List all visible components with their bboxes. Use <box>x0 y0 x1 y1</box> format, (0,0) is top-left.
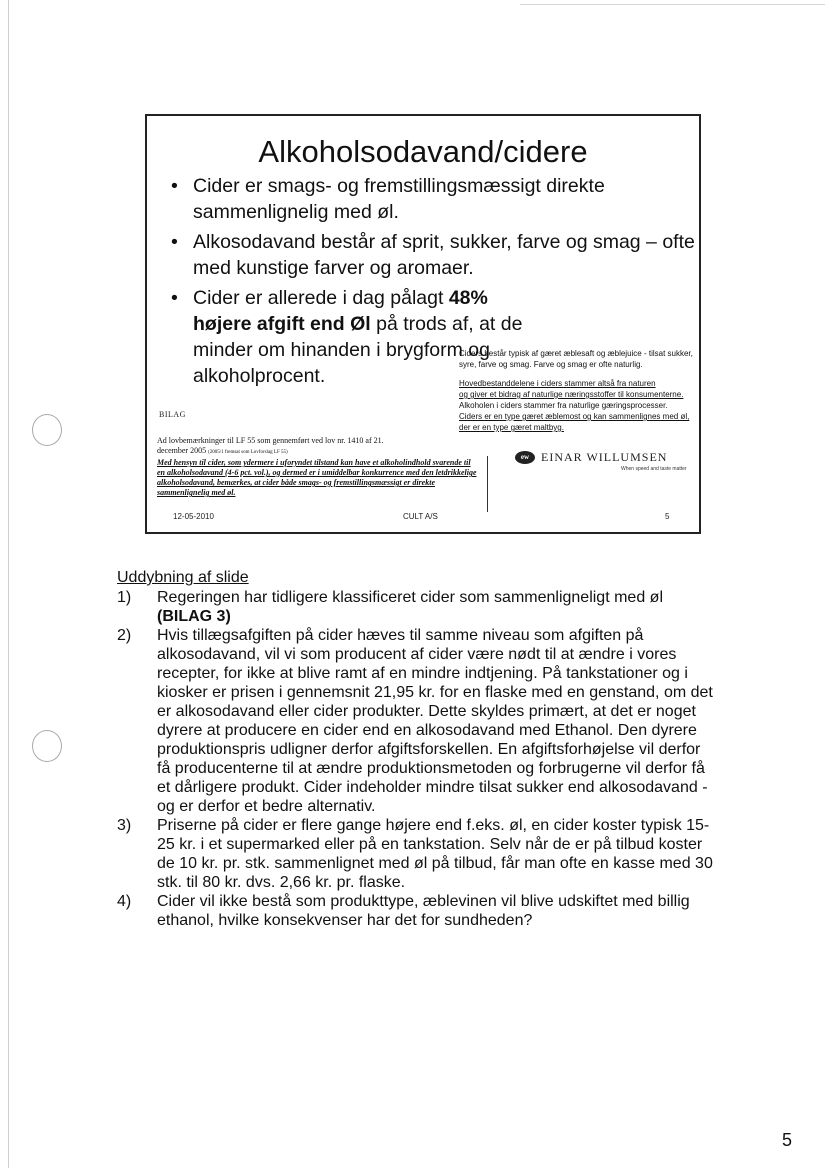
logo-tagline: When speed and taste matter <box>621 466 687 472</box>
bullet-dot-icon: • <box>171 287 178 309</box>
bilag-label: BILAG <box>159 410 186 419</box>
slide-title: Alkoholsodavand/cidere <box>258 134 588 169</box>
slide-bullet: • Cider er allerede i dag pålagt 48% højere afgift end Øl på trods af, at de minder om hinanden i brygform og alkoholprocent. <box>171 287 523 387</box>
emphasis-text: (BILAG 3) <box>157 608 231 625</box>
scan-left-edge <box>8 0 9 1168</box>
slide-date: 12-05-2010 <box>173 512 214 521</box>
slide-bullet: • Cider er smags- og fremstillingsmæssigt direkte sammenlignelig med øl. <box>171 175 605 223</box>
divider-line <box>487 456 488 512</box>
list-item: 3) Priserne på cider er flere gange højere end f.eks. øl, en cider koster typisk 15-25 kr. i et supermarked eller på en tankstation. Selv når de er på tilbud koster de 10 kr. pr. stk. sammenlignet med øl på tilbud, får man ofte en kasse med 30 stk. til 80 kr. dvs. 2,66 kr. pr. flaske. <box>117 817 713 891</box>
list-item: 2) Hvis tillægsafgiften på cider hæves til samme niveau som afgiften på alkosodavand, vil vi som producent af cider være nødt til at ændre i vores recepter, for ikke at blive ramt af en mindre indtjening. På tankstationer og i kiosker er prisen i gennemsnit 21,95 kr. for en flaske med en genstand, om det er alkosodavand eller cider produkter. Dette skyldes primært, at det er noget dyrere at producere en cider end en alkosodavand med Ethanol. Den dyrere produktionspris udligner derfor afgiftsforskellen. En afgiftsforhøjelse vil derfor få producenterne til at ændre produktionsmetoden og forbrugerne vil derfor få et dårligere produkt. Cider indeholder mindre tilsat sukker end alkosodavand - og er derfor et bedre alternativ. <box>117 627 713 815</box>
bullet-dot-icon: • <box>171 175 178 197</box>
einar-willumsen-logo <box>515 450 667 465</box>
list-item: 4) Cider vil ikke bestå som produkttype, æblevinen vil blive udskiftet med billig ethanol, hvilke konsekvenser har det for sundheden? <box>117 893 690 929</box>
slide-image <box>145 114 701 534</box>
slide-number: 5 <box>665 512 670 521</box>
bullet-dot-icon: • <box>171 231 178 253</box>
slide-bullet: • Alkosodavand består af sprit, sukker, farve og smag – ofte med kunstige farver og aromaer. <box>171 231 695 279</box>
punch-hole-top <box>32 414 62 446</box>
law-excerpt: Ad lovbemærkninger til LF 55 som gennemført ved lov nr. 1410 af 21. december 2005 (2005/1 fremsat som Lovforslag LF 55) Med hensyn til cider, som ydermere i uforyndet tilstand kan have et alkoholindhold svarende til en alkoholsodavand (4-6 pct. vol.), og dermed er i umiddelbar konkurrence med den letdrikkelige alkoholsodavand, bemærkes, at cider både smags- og fremstillingsmæssigt er direkte sammenlignelig med øl. <box>157 436 477 497</box>
slide-company: CULT A/S <box>403 512 438 521</box>
emphasis-text: 48% højere afgift end Øl <box>193 287 488 335</box>
list-item: 1) Regeringen har tidligere klassificeret cider som sammenligneligt med øl (BILAG 3) <box>117 589 663 625</box>
side-note-paragraph: Ciders består typisk af gæret æblesaft og æblejuice - tilsat sukker, syre, farve og smag. Farve og smag er ofte naturlig. <box>459 349 693 369</box>
side-note-paragraph: Hovedbestanddelene i ciders stammer altså fra naturen og giver et bidrag af naturlige næringsstoffer til konsumenterne. Alkoholen i ciders stammer fra naturlige gæringsprocesser. Ciders er en type gæret æblemost og kan sammenlignes med øl, der er en type gæret maltbyg. <box>459 379 690 432</box>
slide-explanation <box>117 568 717 930</box>
punch-hole-bottom <box>32 730 62 762</box>
ew-logo-icon: ew <box>515 451 535 464</box>
explanation-list <box>117 588 717 930</box>
page-number: 5 <box>782 1130 793 1150</box>
logo-name: EINAR WILLUMSEN <box>541 450 668 464</box>
slide-side-note <box>459 348 695 441</box>
scan-top-edge <box>520 4 825 5</box>
section-heading: Uddybning af slide <box>117 569 249 586</box>
